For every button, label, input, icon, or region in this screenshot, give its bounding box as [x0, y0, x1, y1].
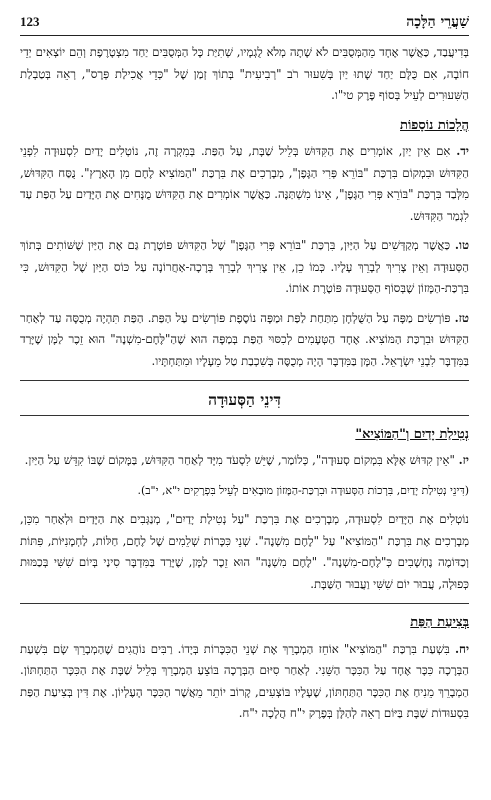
- halacha-paragraph: [20, 450, 469, 472]
- section-heading-breaking-bread: בְּצִיעַת הַפַּת: [410, 615, 469, 630]
- halacha-paragraph: [20, 235, 469, 300]
- divider: [20, 603, 469, 604]
- reference-note: (דִּינֵי נְטִילַת יָדַיִם, בִּרְכוֹת הַסְּעוּדָה וּבִרְכַּת-הַמָּזוֹן מוּבָאִים לְעֵיל בִּפְרָקִים י"א, י"ב).: [137, 483, 469, 497]
- halacha-paragraph: [20, 141, 469, 227]
- paragraph-text: אִם אֵין יַיִן, אוֹמְרִים אֶת הַקִּדּוּשׁ בְּלֵיל שַׁבָּת, עַל הַפַּת. בְּמִקְרֶה זֶה, נוֹטְלִים יָדַיִם לִסְעוּדָה לִפְנֵי הַקִּדּוּשׁ וּבִמְקוֹם בִּרְכַּת "בּוֹרֵא פְּרִי הַגָּפֶן", מְבָרְכִים אֶת בִּרְכַּת "הַמּוֹצִיא לֶחֶם מִן הָאָרֶץ". נֻסַּח הַקִּדּוּשׁ, מִלְּבַד בִּרְכַּת "בּוֹרֵא פְּרִי הַגָּפֶן", אֵינוֹ מִשְׁתַּנֶּה. כַּאֲשֶׁר אוֹמְרִים אֶת הַקִּדּוּשׁ מֻנָּחִים אֶת הַיָּדַיִם עַל הַפַּת עַד לִגְמַר הַקִּדּוּשׁ.: [20, 144, 469, 223]
- section-heading-hand-washing: נְטִילַת יָדַיִם וְ"הַמּוֹצִיא": [355, 426, 469, 442]
- halacha-paragraph: [20, 308, 469, 373]
- paragraph-number: טו.: [454, 238, 470, 252]
- halacha-paragraph: נוֹטְלִים אֶת הַיָּדַיִם לִסְעוּדָה, מְבָרְכִים אֶת בִּרְכַּת "עַל נְטִילַת יָדַיִם", מְנַגְּבִים אֶת הַיָּדַיִם וּלְאַחַר מִכֵּן, מְבָרְכִים אֶת בִּרְכַּת "הַמּוֹצִיא" עַל "לֶחֶם מִשְׁנֶה". שְׁנֵי כִּכָּרוֹת שְׁלֵמִים שֶׁל לֶחֶם, חַלּוֹת, לַחְמָנִיּוֹת, פִּתּוֹת וְכַדּוֹמֶה נֶחְשָׁבִים כְּ"לֶחֶם-מִשְׁנֶה". "לֶחֶם מִשְׁנֶה" הוּא זֵכֶר לַמָּן, שֶׁיָּרַד בַּמִּדְבָּר סִינַי בְּיוֹם שִׁשִּׁי בְּכַמּוּת כְּפוּלָה, עֲבוּר יוֹם שִׁשִּׁי וַעֲבוּר הַשַּׁבָּת.: [20, 512, 469, 591]
- paragraph-number: יד.: [456, 144, 469, 158]
- page-number: 123: [20, 14, 40, 29]
- page-header: [20, 14, 469, 36]
- halacha-paragraph: [20, 639, 469, 725]
- paragraph-text: פּוֹרְשִׂים מַפָּה עַל הַשֻּׁלְחָן מִתַּחַת לַפַּת וּמַפָּה נוֹסֶפֶת פּוֹרְשִׂים עַל הַפַּת. הַפַּת תִּהְיֶה מְכֻסָּה עַד לְאַחַר הַקִּדּוּשׁ וּבִרְכַּת הַמּוֹצִיא. אֶחָד הַטְּעָמִים לְכִסּוּי הַפַּת בְּמַפָּה הוּא שֶׁהַ"לֶּחֶם-מִשְׁנֶה" הוּא זֵכֶר לַמָּן שֶׁיָּרַד בַּמִּדְבָּר לִבְנֵי יִשְׂרָאֵל. הַמָּן בַּמִּדְבָּר הָיָה מְכֻסֶּה בְּשִׁכְבַת טַל מֵעָלָיו וּמִתַּחְתָּיו.: [20, 310, 469, 368]
- paragraph-number: יח.: [454, 641, 470, 656]
- section-heading-additional-laws: הֲלָכוֹת נוֹסָפוֹת: [400, 117, 469, 133]
- chapter-title: דִּינֵי הַסְּעוּדָה: [208, 390, 281, 409]
- divider: [20, 415, 469, 416]
- page-content: [20, 42, 469, 725]
- paragraph-text: כַּאֲשֶׁר מְקַדְּשִׁים עַל הַיַּיִן, בִּרְכַּת "בּוֹרֵא פְּרִי הַגָּפֶן" שֶׁל הַקִּדּוּשׁ פּוֹטֶרֶת גַּם אֶת הַיַּיִן שֶׁשּׁוֹתִים בְּתוֹךְ הַסְּעוּדָה וְאֵין צָרִיךְ לְבָרֵךְ עָלָיו. כְּמוֹ כֵן, אֵין צָרִיךְ לְבָרֵךְ בְּרָכָה-אַחֲרוֹנָה עַל כּוֹס הַיַּיִן שֶׁל הַקִּדּוּשׁ, כִּי בִּרְכַּת-הַמָּזוֹן שֶׁבְּסוֹף הַסְּעוּדָה פּוֹטֶרֶת אוֹתוֹ.: [20, 238, 469, 295]
- paragraph-text: "אֵין קִדּוּשׁ אֶלָּא בִּמְקוֹם סְעוּדָה", כְּלוֹמַר, שֶׁיֵּשׁ לִסְעֹד מִיָּד לְאַחַר הַקִּדּוּשׁ, בַּמָּקוֹם שֶׁבּוֹ קִדֵּשׁ עַל הַיַּיִן.: [24, 453, 455, 467]
- divider: [20, 380, 469, 381]
- intro-paragraph: בְּדִיעֲבַד, כַּאֲשֶׁר אֶחָד מֵהַמְּסֻבִּים לֹא שָׁתָה מְלֹא לֻגְמָיו, שְׁתִיַּת כָּל הַמְּסֻבִּים יַחַד מִצְטָרֶפֶת וְהֵם יוֹצְאִים יְדֵי חוֹבָה, אִם כֻּלָּם יַחַד שָׁתוּ יַיִן בְּשִׁעוּר רֹב "רְבִיעִית" בְּתוֹךְ זְמַן שֶׁל "כְּדֵי אֲכִילַת פְּרָס", רְאֵה בְּטַבְלַת הַשִּׁעוּרִים לְעֵיל בְּסוֹף פֶּרֶק טי"ו.: [20, 45, 469, 102]
- paragraph-number: טז.: [454, 310, 469, 325]
- paragraph-text: בִּשְׁעַת בִּרְכַּת "הַמּוֹצִיא" אוֹחֵז הַמְבָרֵךְ אֶת שְׁנֵי הַכִּכָּרוֹת בְּיָדוֹ. רַבִּים נוֹהֲגִים שֶׁהַמְבָרֵךְ שָׂם בִּשְׁעַת הַבְּרָכָה כִּכָּר אֶחָד עַל הַכִּכָּר הַשֵּׁנִי. לְאַחַר סִיּוּם הַבְּרָכָה בּוֹצֵעַ הַמְבָרֵךְ בְּלֵיל שַׁבָּת אֶת הַכִּכָּר הַתַּחְתּוֹן. הַמְבָרֵךְ מֵנִיחַ אֶת הַכִּכָּר הַתַּחְתּוֹן, שֶׁעָלָיו בּוֹצְעִים, קָרוֹב יוֹתֵר מֵאֲשֶׁר הַכִּכָּר הָעֶלְיוֹן. אֶת דִּין בְּצִיעַת הַפַּת בִּסְעוּדוֹת שַׁבָּת בַּיּוֹם רְאֵה לְהַלָּן בְּפֶרֶק י"ח הֲלָכָה י"ח.: [20, 641, 469, 720]
- paragraph-number: יז.: [458, 453, 469, 467]
- running-title: שַׁעֲרֵי הַלָּכָה: [406, 14, 469, 30]
